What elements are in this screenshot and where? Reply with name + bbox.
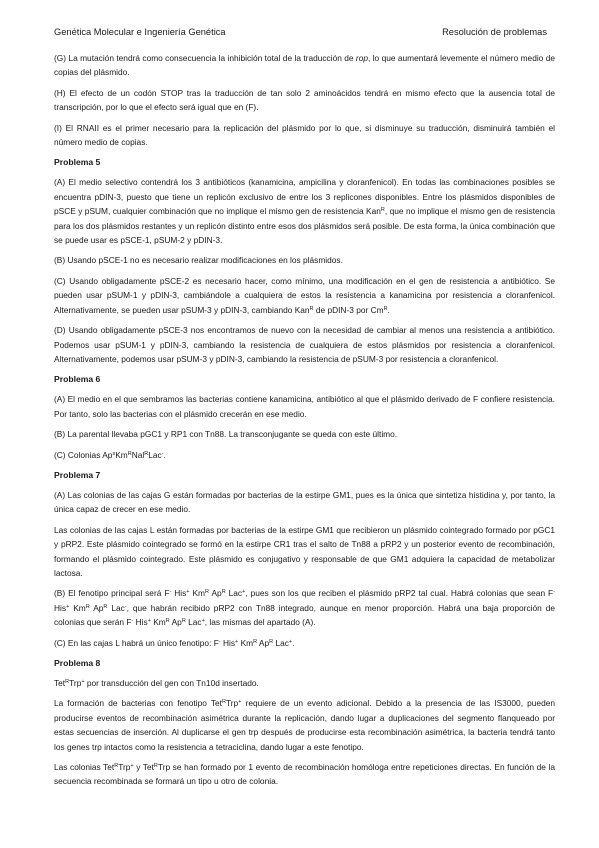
superscript: R [153,763,158,770]
text: Ap [169,617,182,628]
text: Lac [273,637,289,648]
problem-8-answer-3 [54,760,555,789]
superscript: s [112,450,116,457]
text: , lo que aumentará levemente el número medio de copias del plásmido. [54,53,555,78]
text: (G) La mutación tendrá como consecuencia la inhibición total de la traducción de [54,53,356,63]
superscript: - [161,450,164,457]
text: Km [150,617,166,628]
text: (B) El fenotipo principal será F [54,588,170,599]
superscript: R [205,589,209,596]
superscript: + [66,603,70,610]
text: Lac [185,617,202,628]
superscript: R [309,305,314,312]
text: Trp [118,762,131,773]
text: Trp [225,698,239,709]
text: de pDIN-3 por Cm [313,304,384,315]
heading-problem-6: Problema 6 [54,374,101,385]
text: La formación de bacterias con fenotipo Tet [54,698,222,709]
problem-7-answer-b [54,586,555,629]
superscript: + [238,699,242,706]
problem-7-answer-a-continued: Las colonias de las cajas L están formadas por bacterias de la estirpe GM1 que recibieron un plásmido cointegrado formado por pGC1 y pRP2. Este plásmido cointegrado se formó en la estirpe CR1 tras el salto de Tn88 a pRP2 y un posterior evento de recombinación, formando el plásmido cointegrado. Este plásmido es conjugativo y responsable de que GM1 adquiera la capacidad de metabolizar lactosa. [54,524,555,578]
text: Las colonias Tet [54,762,115,773]
superscript: R [144,450,149,457]
superscript: - [169,589,172,596]
superscript: + [147,618,151,625]
superscript: - [218,638,221,645]
answer-i: (I) El RNAII es el primer necesario para la replicación del plásmido por lo que, si disminuye su traducción, disminuirá también el número medio de copias. [54,122,555,148]
text: , pues son los que reciben el plásmido pRP2 tal cual. Habrá colonias que sean F [245,588,554,599]
superscript: R [85,603,90,610]
problem-5-answer-b: (B) Usando pSCE-1 no es necesario realizar modificaciones en los plásmidos. [54,255,343,266]
superscript: R [222,699,226,706]
text: (C) En las cajas L habrá un único fenotipo: F [54,637,219,648]
text: Lac [225,588,243,599]
problem-5-answer-a [54,175,555,247]
text: requiere de un evento adicional. Debido a la presencia de las IS3000, pueden producirse eventos de recombinación asimétrica durante la replicación, dando lugar a duplicaciones del segmento flanqueado por estas secuencias de inserción. Al duplicarse el gen trp después de producirse esta recombinación asimétrica, la bacteria tendrá tanto los genes trp intactos como la resistencia a tetraciclina, dando lugar a este fenotipo. [54,698,555,752]
heading-problem-7: Problema 7 [54,469,101,480]
text: Km [115,449,128,460]
problem-7-answer-a: (A) Las colonias de las cajas G están formadas por bacterias de la estirpe GM1, pues es la única que sintetiza histidina y, por tanto, la única capaz de crecer en ese medio. [54,489,555,515]
text: , las mismas del apartado (A). [204,617,316,628]
problem-5-answer-c [54,274,555,317]
problem-7-answer-c [54,636,555,650]
superscript: + [81,679,85,685]
text: Trp [69,678,82,688]
text: His [220,637,236,648]
text: Ap [89,602,104,613]
answer-g [54,51,555,80]
text: y Tet [133,762,154,773]
superscript: R [269,638,274,645]
problem-6-answer-c [54,448,555,462]
text: , que no implique el mismo gen de resistencia para los dos plásmidos restantes y un replicón distinto entre esos dos plásmidos será posible. De esta forma, la única combinación que se puede usar es pSCE-1, pSUM-2 y pDIN-3. [54,206,555,246]
text: Lac [148,449,162,460]
superscript: - [553,589,555,596]
text: , que habrán recibido pRP2 con Tn88 integrado, aunque en menor proporción. Habrá una baja proporción de colonias que serán F [54,602,555,628]
heading-problem-5: Problema 5 [54,157,101,168]
header-section-title: Resolución de problemas [442,27,547,37]
text: His [133,617,148,628]
superscript: + [130,763,134,770]
text: Lac [107,602,125,613]
text: His [171,588,187,599]
superscript: - [131,618,134,625]
text: (A) El medio selectivo contendrá los 3 antibióticos (kanamicina, ampicilina y cloranfenicol). En todas las combinaciones posibles se encuentra pDIN-3, puesto que tiene un replicón exclusivo de entre los 3 replicones disponibles. Entre los plásmidos disponibles de pSCE y pSUM, cualquier combinación que no implique el mismo gen de resistencia Kan [54,177,555,217]
problem-8-answer-1 [54,676,555,690]
problem-8-answer-2 [54,696,555,754]
header-course-title: Genética Molecular e Ingeniería Genética [54,27,226,37]
superscript: R [127,450,132,457]
text: Nal [131,449,145,460]
superscript: R [253,638,258,645]
text: Trp se han formado por 1 evento de recombinación homóloga entre repeticiones directas. En función de la secuencia recombinada se formará un tipo u otro de colonia. [54,762,555,787]
superscript: - [124,603,127,610]
superscript: R [221,589,226,596]
superscript: R [103,603,108,610]
text: (C) Usando obligadamente pSCE-2 es necesario hacer, como mínimo, una modificación en el gen de resistencia a antibiótico. Se pueden usar pSUM-1 y pDIN-3, cambiándole a cualquiera de estos la resistencia a kanamicina por resistencia a cloranfenicol. Alternativamente, se pueden usar pSUM-3 y pDIN-3, cambiando Kan [54,275,555,315]
superscript: + [242,589,246,596]
page-header [54,26,555,38]
text: Ap [208,588,222,599]
text: Km [189,588,205,599]
superscript: R [114,763,119,770]
text: . [387,304,390,315]
problem-6-answer-a: (A) El medio en el que sembramos las bacterias contiene kanamicina, antibiótico al que el plásmido derivado de F confiere resistencia. Por tanto, solo las bacterias con el plásmido crecerán en ese medio. [54,394,555,419]
text: His [54,602,67,613]
superscript: R [383,305,388,312]
superscript: + [235,638,239,645]
superscript: R [181,618,186,625]
heading-problem-8: Problema 8 [54,658,101,668]
text: (C) Colonias Ap [54,449,113,460]
superscript: + [288,638,293,645]
superscript: R [380,207,385,214]
superscript: R [65,679,70,685]
problem-6-answer-b: (B) La parental llevaba pGC1 y RP1 con Tn88. La transconjugante se queda con este último. [54,429,398,440]
text: Tet [54,678,66,688]
superscript: + [201,618,205,625]
text: Km [69,602,86,613]
answer-h: (H) El efecto de un codón STOP tras la traducción de tan solo 2 aminoácidos tendrá en mismo efecto que la ausencia total de transcripción, por lo que el efecto será igual que en (F). [54,87,555,113]
text: . [163,449,166,460]
text: . [292,637,295,648]
text: por transducción del gen con Tn10d insertado. [84,678,259,688]
superscript: R [165,618,170,625]
text: Km [238,637,254,648]
text: Ap [257,637,270,648]
problem-5-answer-d: (D) Usando obligadamente pSCE-3 nos encontramos de nuevo con la necesidad de cambiar al menos una resistencia a antibiótico. Podemos usar pSUM-1 y pDIN-3, cambiando la resistencia de cualquiera de estos plásmidos por resistencia a cloranfenicol. Alternativamente, podemos usar pSUM-3 y pDIN-3, cambiando la resistencia de pSUM-3 por resistencia a cloranfenicol. [54,325,555,364]
superscript: + [186,589,190,596]
gene-name: rop [355,53,368,63]
